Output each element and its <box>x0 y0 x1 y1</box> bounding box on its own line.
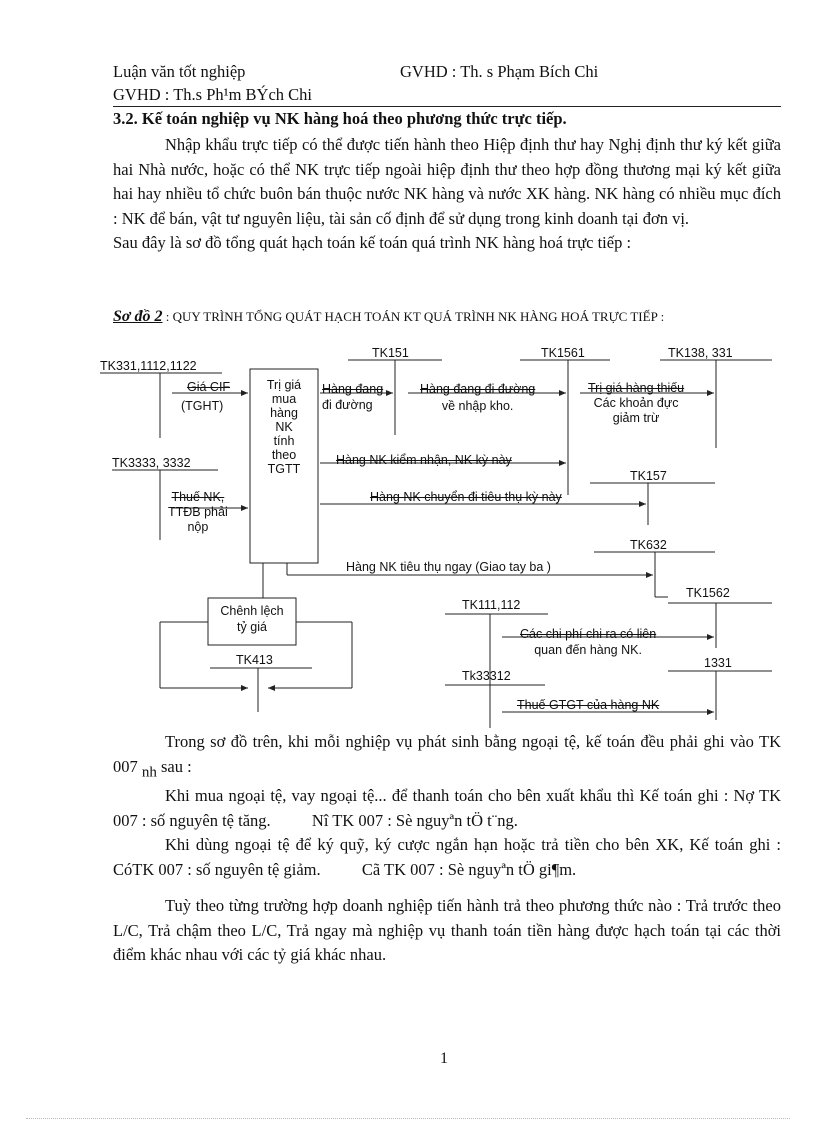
label-line: Hàng đang <box>322 382 384 396</box>
label-tk632: TK632 <box>630 538 667 552</box>
tri-gia-line: tính <box>273 434 295 448</box>
tri-gia-box-text <box>251 378 317 476</box>
tri-gia-line: Trị giá <box>266 378 302 392</box>
label-chenh-lech <box>209 603 295 635</box>
label-hang-dang-di-duong <box>322 381 383 413</box>
tri-gia-line: NK <box>275 420 293 434</box>
tri-gia-line: theo <box>271 448 297 462</box>
label-tk3333: TK3333, 3332 <box>112 456 191 470</box>
label-line: Thuế NK, <box>171 490 225 504</box>
section-heading: 3.2. Kế toán nghiệp vụ NK hàng hoá theo phương thức trực tiếp. <box>113 109 567 128</box>
para-3-text: Trong sơ đồ trên, khi mỗi nghiệp vụ phát sinh bằng ngoại tệ, kế toán đều phải ghi vào TK 007 <box>113 732 781 776</box>
para-1: Nhập khẩu trực tiếp có thể được tiến hành theo Hiệp định thư hay Nghị định thư ký kết giữa hai Nhà nước, hoặc có thể NK trực tiếp ngoài hiệp định thư theo hợp đồng thương mại ký kết giữa hai hay nhiều tổ chức buôn bán thuộc nước NK hàng và nước XK hàng. NK hàng có nhiều mục đích : NK để bán, vật tư nguyên liệu, tài sản cố định để sử dụng trong kinh doanh tại đơn vị. <box>113 135 781 228</box>
para-2: Sau đây là sơ đồ tổng quát hạch toán kế toán quá trình NK hàng hoá trực tiếp : <box>113 233 632 252</box>
label-line: giảm trừ <box>612 411 660 425</box>
para-4 <box>113 784 781 833</box>
para-5 <box>113 833 781 882</box>
label-tght: (TGHT) <box>181 399 224 413</box>
body-paragraphs <box>113 730 781 968</box>
label-tieu-thu-ngay: Hàng NK tiêu thụ ngay (Giao tay ba ) <box>346 560 551 574</box>
para-5-legacy: Cã TK 007 : Sè nguyªn tÖ gi¶m. <box>361 859 577 879</box>
label-thue-gtgt: Thuế GTGT của hàng NK <box>517 698 660 712</box>
para-3-tail: sau : <box>156 756 192 776</box>
header-line-2: GVHD : Th.s Ph¹m BÝch Chi <box>113 85 312 104</box>
label-1331: 1331 <box>704 656 732 670</box>
label-tk413: TK413 <box>236 653 273 667</box>
header-title-left: Luận văn tốt nghiệp <box>113 62 246 81</box>
label-line: về nhập kho. <box>441 399 514 413</box>
para-6: Tuỳ theo từng trường hợp doanh nghiệp tiến hành trả theo phương thức nào : Trả trước theo L/C, Trả chậm theo L/C, Trả ngay mà nghiệp vụ thanh toán tiền hàng được hạch toán tại các thời điểm khác nhau với các tỷ giá khác nhau. <box>113 896 781 965</box>
label-line: Chênh lệch <box>220 604 284 618</box>
label-tk331: TK331,1112,1122 <box>100 359 197 373</box>
label-line: đi đường <box>322 398 373 412</box>
para-5-text: Khi dùng ngoại tệ để ký quỹ, ký cược ngắn hạn hoặc trả tiền cho bên XK, Kế toán ghi : CóTK 007 : số nguyên tệ giảm. <box>113 835 781 879</box>
label-tk157: TK157 <box>630 469 667 483</box>
label-line: Trị giá hàng thiếu <box>588 381 685 395</box>
label-line: Hàng đang đi đường <box>420 382 536 396</box>
para-4-text: Khi mua ngoại tệ, vay ngoại tệ... để thanh toán cho bên xuất khẩu thì Kế toán ghi : Nợ TK 007 : số nguyên tệ tăng. <box>113 786 781 830</box>
para-3-sub: nh <box>141 763 157 780</box>
page-number: 1 <box>440 1050 448 1067</box>
label-tri-gia-thieu <box>588 381 684 426</box>
label-thue-nk <box>168 490 228 535</box>
label-chuyen-tieu-thu: Hàng NK chuyển đi tiêu thụ kỳ này <box>370 490 562 504</box>
label-hang-ve-kho <box>420 381 535 415</box>
label-tk138: TK138, 331 <box>668 346 733 360</box>
label-tk1561: TK1561 <box>541 346 585 360</box>
label-line: Các chi phí chi ra có liên <box>520 627 657 641</box>
label-line: TTĐB phải <box>168 505 228 519</box>
label-tk151: TK151 <box>372 346 409 360</box>
para-4-legacy: Nî TK 007 : Sè nguyªn tÖ t¨ng. <box>311 810 518 830</box>
diagram-caption-label: Sơ đồ 2 <box>113 308 163 325</box>
page-bottom-rule <box>26 1118 790 1119</box>
label-line: tỷ giá <box>237 620 267 634</box>
label-line: Các khoản đực <box>593 396 679 410</box>
label-kiem-nhan: Hàng NK kiểm nhận, NK kỳ này <box>336 453 512 467</box>
header-title-right: GVHD : Th. s Phạm Bích Chi <box>400 62 599 81</box>
diagram-caption-text: : QUY TRÌNH TỔNG QUÁT HẠCH TOÁN KT QUÁ TRÌNH NK HÀNG HOÁ TRỰC TIẾP : <box>162 309 665 324</box>
label-tk1562: TK1562 <box>686 586 730 600</box>
label-tk111: TK111,112 <box>462 598 521 612</box>
label-line: nộp <box>187 520 209 534</box>
label-chi-phi <box>520 626 656 658</box>
tri-gia-line: hàng <box>270 406 298 420</box>
para-3 <box>113 730 781 784</box>
label-tk33312: Tk33312 <box>462 669 511 683</box>
tri-gia-line: TGTT <box>267 462 301 476</box>
label-line: quan đến hàng NK. <box>534 643 642 657</box>
label-gia-cif: Giá CIF <box>187 380 231 394</box>
tri-gia-line: mua <box>271 392 297 406</box>
